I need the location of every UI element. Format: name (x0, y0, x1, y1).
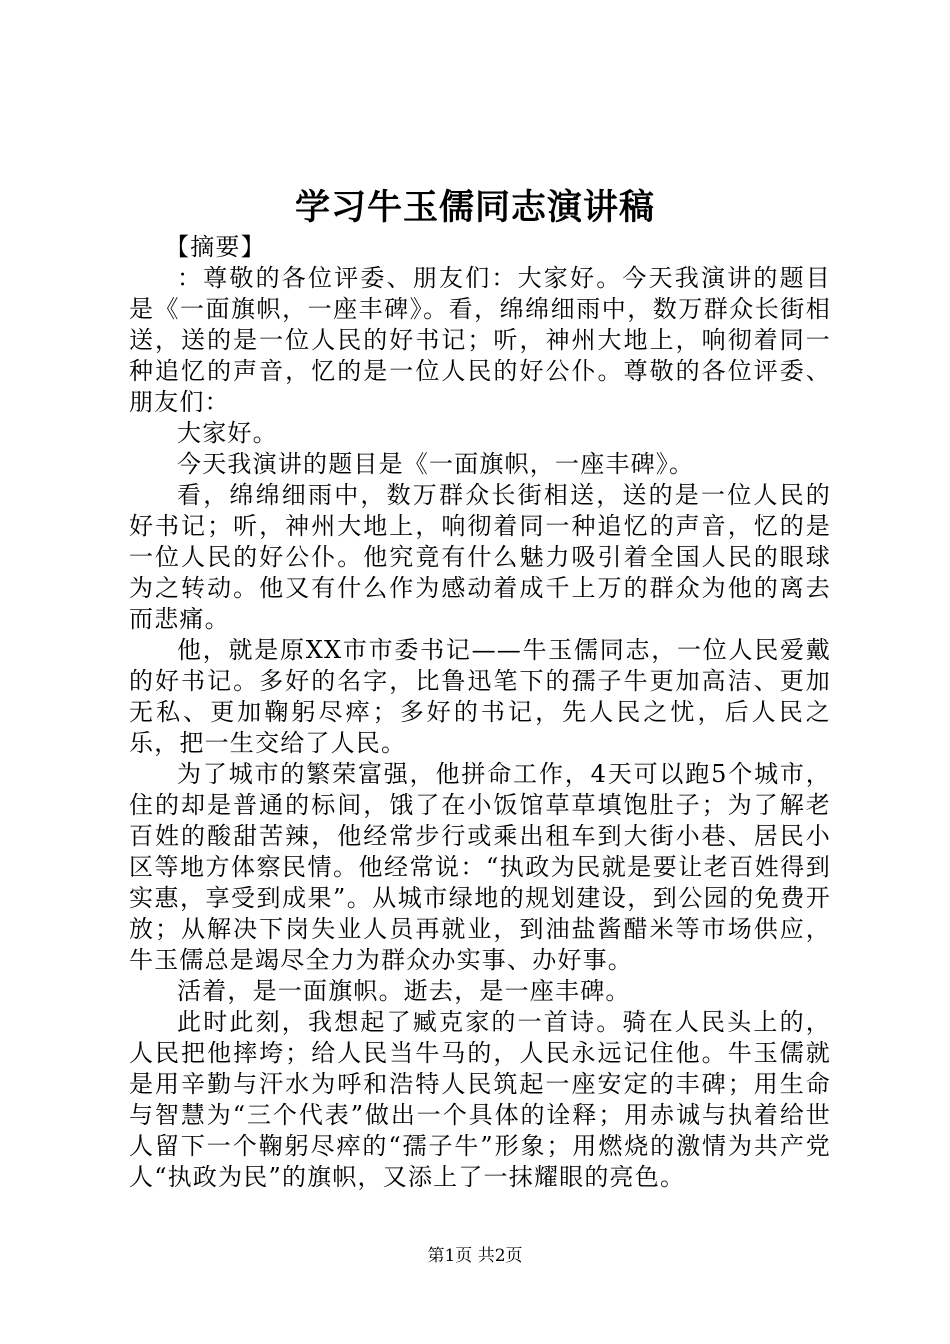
paragraph-poem: 此时此刻，我想起了臧克家的一首诗。骑在人民头上的，人民把他摔垮；给人民当牛马的，人民永远记住他。牛玉儒就是用辛勤与汗水为呼和浩特人民筑起一座安定的丰碑；用生命与智慧为“三个代表”做出一个具体的诠释；用赤诚与执着给世人留下一个鞠躬尽瘁的“孺子牛”形象；用燃烧的激情为共产党人“执政为民”的旗帜，又添上了一抹耀眼的亮色。 (129, 1008, 831, 1191)
paragraph-opening: 看，绵绵细雨中，数万群众长街相送，送的是一位人民的好书记；听，神州大地上，响彻着同一种追忆的声音，忆的是一位人民的好公仆。他究竟有什么魅力吸引着全国人民的眼球为之转动。他又有什么作为感动着成千上万的群众为他的离去而悲痛。 (129, 481, 831, 633)
document-title: 学习牛玉儒同志演讲稿 (294, 188, 655, 228)
paragraph-greeting: 大家好。 (177, 419, 278, 447)
paragraph-abstract: ：尊敬的各位评委、朋友们：大家好。今天我演讲的题目是《一面旗帜，一座丰碑》。看，绵绵细雨中，数万群众长街相送，送的是一位人民的好书记；听，神州大地上，响彻着同一种追忆的声音，忆的是一位人民的好公仆。尊敬的各位评委、朋友们： (129, 264, 831, 416)
paragraph-topic: 今天我演讲的题目是《一面旗帜，一座丰碑》。 (177, 450, 695, 478)
document-body (129, 232, 831, 1193)
paragraph-motto: 活着，是一面旗帜。逝去，是一座丰碑。 (177, 977, 631, 1005)
paragraph-deeds: 为了城市的繁荣富强，他拼命工作，4天可以跑5个城市，住的却是普通的标间，饿了在小饭馆草草填饱肚子；为了解老百姓的酸甜苦辣，他经常步行或乘出租车到大街小巷、居民小区等地方体察民情。他经常说：“执政为民就是要让老百姓得到实惠，享受到成果”。从城市绿地的规划建设，到公园的免费开放；从解决下岗失业人员再就业，到油盐酱醋米等市场供应，牛玉儒总是竭尽全力为群众办实事、办好事。 (129, 760, 831, 974)
abstract-heading: 【摘要】 (165, 233, 266, 261)
page-number-footer: 第1页 共2页 (427, 1246, 523, 1266)
paragraph-introduction: 他，就是原XX市市委书记——牛玉儒同志，一位人民爱戴的好书记。多好的名字，比鲁迅笔下的孺子牛更加高洁、更加无私、更加鞠躬尽瘁；多好的书记，先人民之忧，后人民之乐，把一生交给了人民。 (129, 636, 831, 757)
